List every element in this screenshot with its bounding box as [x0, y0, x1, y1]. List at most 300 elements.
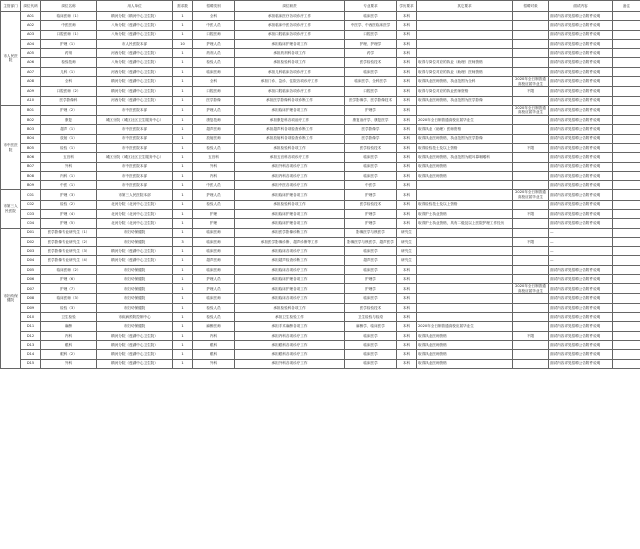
interview-cell: 面试内容详见招聘公告附件说明	[549, 265, 613, 274]
major-cell: 医学影像学	[345, 125, 397, 134]
post-cell: 护理（5）	[41, 219, 97, 228]
code-cell: A09	[21, 87, 41, 96]
post-cell: 临床医师（2）	[41, 265, 97, 274]
num-cell: 1	[173, 313, 193, 322]
major-cell: 影像医学与核医学、超声医学	[345, 237, 397, 246]
num-cell: 1	[173, 294, 193, 303]
other-cell	[417, 30, 513, 39]
remark-cell	[613, 303, 640, 312]
interview-cell: 面试内容详见招聘公告附件说明	[549, 219, 613, 228]
table-row	[1, 116, 640, 125]
other-cell: 取得执业医师资格	[417, 171, 513, 180]
table-row	[1, 313, 640, 322]
duty-cell: 承担临床各项诊疗工作	[235, 247, 345, 256]
table-row	[1, 181, 640, 190]
num-cell: 1	[173, 58, 193, 67]
header-row	[1, 1, 640, 12]
department-cell: 市中医医院	[1, 105, 21, 190]
post-cell: 护理（4）	[41, 209, 97, 218]
post-cell: 检验（1）	[41, 143, 97, 152]
num-cell: 1	[173, 162, 193, 171]
remark-cell	[613, 228, 640, 237]
post-cell: 药剂	[41, 49, 97, 58]
post-cell: 麻醉	[41, 322, 97, 331]
remark-cell	[613, 237, 640, 246]
post-cell: 口腔医师（1）	[41, 30, 97, 39]
post-cell: 内科	[41, 331, 97, 340]
post-cell: 检验技师	[41, 58, 97, 67]
cat-cell: 外科	[193, 359, 235, 368]
post-cell: 口腔医师（2）	[41, 87, 97, 96]
cat-cell: 药剂人员	[193, 49, 235, 58]
other-cell: 取得护士执业资格	[417, 209, 513, 218]
edu-cell: 本科	[397, 96, 417, 105]
cat-cell: 医学影像	[193, 96, 235, 105]
unit-cell: 市妇幼保健院	[97, 284, 173, 294]
unit-cell: 市妇幼保健院	[97, 265, 173, 274]
edu-cell: 本科	[397, 30, 417, 39]
major-cell: 麻醉学、临床医学	[345, 322, 397, 331]
num-cell: 1	[173, 274, 193, 283]
num-cell: 1	[173, 284, 193, 294]
remark-cell	[613, 125, 640, 134]
duty-cell: 承担医学影像诊断、超声诊断等工作	[235, 237, 345, 246]
post-cell: 眼科	[41, 340, 97, 349]
unit-cell: 市中医医院本部	[97, 162, 173, 171]
table-row	[1, 77, 640, 87]
unit-cell: 市疾病预防控制中心	[97, 313, 173, 322]
unit-cell: 市中医医院本部	[97, 105, 173, 115]
duty-cell: 承担外科各项诊疗工作	[235, 162, 345, 171]
target-cell: 不限	[513, 237, 549, 246]
duty-cell: 承担超声科各项检查诊断工作	[235, 125, 345, 134]
table-row	[1, 331, 640, 340]
remark-cell	[613, 359, 640, 368]
cat-cell: 康复技师	[193, 116, 235, 125]
remark-cell	[613, 77, 640, 87]
table-row	[1, 200, 640, 209]
interview-cell: 面试内容详见招聘公告附件说明	[549, 181, 613, 190]
target-cell: 2020年全日制普通高校应届毕业生	[513, 284, 549, 294]
num-cell: 1	[173, 247, 193, 256]
table-row	[1, 359, 640, 368]
remark-cell	[613, 12, 640, 21]
duty-cell: 承担五官科各项诊疗工作	[235, 153, 345, 162]
remark-cell	[613, 247, 640, 256]
post-cell: 超声（1）	[41, 125, 97, 134]
code-cell: B04	[21, 134, 41, 143]
duty-cell: 承担内科各项诊疗工作	[235, 331, 345, 340]
duty-cell: 承担医学影像科各项诊断工作	[235, 96, 345, 105]
table-row	[1, 219, 640, 228]
major-cell: 中医学	[345, 181, 397, 190]
interview-cell: 面试内容详见招聘公告附件说明	[549, 284, 613, 294]
target-cell	[513, 256, 549, 265]
code-cell: A06	[21, 58, 41, 67]
cat-cell: 口腔医师	[193, 87, 235, 96]
duty-cell: 承担临床护理各项工作	[235, 284, 345, 294]
major-cell: 临床医学	[345, 359, 397, 368]
duty-cell: 承担临床护理各项工作	[235, 190, 345, 200]
edu-cell: 本科	[397, 77, 417, 87]
edu-cell: 研究生	[397, 247, 417, 256]
major-cell: 临床医学	[345, 350, 397, 359]
edu-cell: 本科	[397, 162, 417, 171]
num-cell: 1	[173, 171, 193, 180]
edu-cell: 本科	[397, 171, 417, 180]
interview-cell: —	[549, 256, 613, 265]
major-cell: 卫生检验与检疫	[345, 313, 397, 322]
target-cell: 2020年全日制普通高校应届毕业生	[513, 105, 549, 115]
major-cell: 超声医学	[345, 256, 397, 265]
remark-cell	[613, 350, 640, 359]
other-cell	[417, 274, 513, 283]
code-cell: B08	[21, 171, 41, 180]
interview-cell: 面试内容详见招聘公告附件说明	[549, 331, 613, 340]
post-cell: 儿科（1）	[41, 67, 97, 76]
remark-cell	[613, 331, 640, 340]
major-cell: 医学检验技术	[345, 303, 397, 312]
edu-cell: 本科	[397, 21, 417, 30]
edu-cell: 本科	[397, 359, 417, 368]
unit-cell: 市中医医院本部	[97, 181, 173, 190]
cat-cell: 检验人员	[193, 58, 235, 67]
cat-cell: 外科	[193, 162, 235, 171]
unit-cell: 精河分院（莲湖中心卫生院）	[97, 340, 173, 349]
edu-cell: 本科	[397, 87, 417, 96]
code-cell: C01	[21, 190, 41, 200]
interview-cell: 面试内容详见招聘公告附件说明	[549, 77, 613, 87]
edu-cell: 本科	[397, 116, 417, 125]
unit-cell: 精河分院（莲湖中心卫生院）	[97, 350, 173, 359]
edu-cell: 本科	[397, 303, 417, 312]
num-cell: 1	[173, 77, 193, 87]
duty-cell: 承担儿科临床各项诊疗工作	[235, 67, 345, 76]
target-cell	[513, 350, 549, 359]
cat-cell: 麻醉医师	[193, 322, 235, 331]
unit-cell: 北河分院（北河中心卫生院）	[97, 209, 173, 218]
target-cell	[513, 219, 549, 228]
other-cell	[417, 284, 513, 294]
unit-cell: 精河分院（莲湖中心卫生院）	[97, 359, 173, 368]
target-cell: 2020年全日制普通高校应届毕业生	[513, 77, 549, 87]
code-cell: D15	[21, 359, 41, 368]
num-cell: 1	[173, 209, 193, 218]
num-cell: 1	[173, 331, 193, 340]
code-cell: A03	[21, 30, 41, 39]
interview-cell: —	[549, 237, 613, 246]
cat-cell: 口腔医师	[193, 30, 235, 39]
duty-cell: 承担临床护理各项工作	[235, 209, 345, 218]
num-cell: 1	[173, 116, 193, 125]
num-cell: 1	[173, 190, 193, 200]
target-cell	[513, 359, 549, 368]
remark-cell	[613, 181, 640, 190]
other-cell: 取得护士执业资格，具有二级及以上医院护理工作经历	[417, 219, 513, 228]
cat-cell: 放射医师	[193, 134, 235, 143]
major-cell: 医学影像学	[345, 134, 397, 143]
unit-cell: 精河分院（莲湖中心卫生院）	[97, 247, 173, 256]
unit-cell: 精河分院（莲湖中心卫生院）	[97, 87, 173, 96]
target-cell	[513, 116, 549, 125]
code-cell: D05	[21, 265, 41, 274]
table-row	[1, 21, 640, 30]
post-cell: 中医医师	[41, 21, 97, 30]
major-cell: 口腔医学	[345, 87, 397, 96]
num-cell: 1	[173, 322, 193, 331]
cat-cell: 护理	[193, 219, 235, 228]
edu-cell: 本科	[397, 200, 417, 209]
cat-cell: 临床医师	[193, 67, 235, 76]
other-cell: 取得检验技士及以上资格	[417, 200, 513, 209]
edu-cell: 本科	[397, 181, 417, 190]
interview-cell: 面试内容详见招聘公告附件说明	[549, 12, 613, 21]
edu-cell: 本科	[397, 265, 417, 274]
duty-cell: 承担药剂科各项工作	[235, 49, 345, 58]
interview-cell: 面试内容详见招聘公告附件说明	[549, 153, 613, 162]
interview-cell: 面试内容详见招聘公告附件说明	[549, 125, 613, 134]
num-cell: 1	[173, 228, 193, 237]
duty-cell: 承担临床护理各项工作	[235, 39, 345, 48]
unit-cell: 市妇幼保健院	[97, 303, 173, 312]
other-cell: 取得执业（助理）医师资格	[417, 125, 513, 134]
edu-cell: 本科	[397, 350, 417, 359]
num-cell: 1	[173, 303, 193, 312]
num-cell: 1	[173, 134, 193, 143]
remark-cell	[613, 274, 640, 283]
other-cell: 取得执业医师资格	[417, 162, 513, 171]
remark-cell	[613, 209, 640, 218]
cat-cell: 护理人员	[193, 190, 235, 200]
post-cell: 康复	[41, 116, 97, 125]
num-cell: 1	[173, 105, 193, 115]
cat-cell: 内科	[193, 171, 235, 180]
header-cell: 专业要求	[345, 1, 397, 12]
duty-cell: 承担外科各项诊疗工作	[235, 359, 345, 368]
code-cell: A01	[21, 12, 41, 21]
interview-cell: —	[549, 228, 613, 237]
code-cell: B01	[21, 105, 41, 115]
unit-cell: 市中医医院本部	[97, 171, 173, 180]
table-row	[1, 340, 640, 349]
num-cell: 1	[173, 181, 193, 190]
major-cell: 临床医学	[345, 294, 397, 303]
post-cell: 放射（1）	[41, 134, 97, 143]
edu-cell: 本科	[397, 313, 417, 322]
remark-cell	[613, 219, 640, 228]
target-cell: 不限	[513, 143, 549, 152]
code-cell: A10	[21, 96, 41, 105]
target-cell: 2020年全日制普通高校应届毕业生	[513, 190, 549, 200]
table-row	[1, 190, 640, 200]
num-cell: 1	[173, 21, 193, 30]
table-row	[1, 39, 640, 48]
edu-cell: 本科	[397, 125, 417, 134]
interview-cell: 面试内容详见招聘公告附件说明	[549, 171, 613, 180]
target-cell	[513, 49, 549, 58]
edu-cell: 本科	[397, 284, 417, 294]
cat-cell: 检验人员	[193, 200, 235, 209]
post-cell: 护理（7）	[41, 284, 97, 294]
other-cell: 取得与岗位对应的执业（助理）医师资格	[417, 58, 513, 67]
post-cell: 外科	[41, 359, 97, 368]
interview-cell: 面试内容详见招聘公告附件说明	[549, 340, 613, 349]
post-cell: 医学影像专业研究生（4）	[41, 256, 97, 265]
major-cell: 临床医学	[345, 67, 397, 76]
duty-cell: 承担放射科各项检查诊断工作	[235, 134, 345, 143]
code-cell: C04	[21, 219, 41, 228]
post-cell: 医学影像科	[41, 96, 97, 105]
unit-cell: 精河分院（莲湖中心卫生院）	[97, 331, 173, 340]
code-cell: D12	[21, 331, 41, 340]
table-row	[1, 209, 640, 218]
unit-cell: 市人民医院本部	[97, 39, 173, 48]
table-row	[1, 125, 640, 134]
table-row	[1, 49, 640, 58]
other-cell	[417, 237, 513, 246]
cat-cell: 超声医师	[193, 125, 235, 134]
post-cell: 五官科	[41, 153, 97, 162]
num-cell: 10	[173, 39, 193, 48]
major-cell: 临床医学	[345, 247, 397, 256]
interview-cell: 面试内容详见招聘公告附件说明	[549, 190, 613, 200]
other-cell: 取得执业医师资格，执业范围为医学影像	[417, 134, 513, 143]
num-cell: 1	[173, 219, 193, 228]
num-cell: 1	[173, 153, 193, 162]
remark-cell	[613, 153, 640, 162]
duty-cell: 承担眼科各项诊疗工作	[235, 350, 345, 359]
edu-cell: 本科	[397, 39, 417, 48]
duty-cell: 承担康复科各项治疗工作	[235, 116, 345, 125]
cat-cell: 护理人员	[193, 105, 235, 115]
target-cell	[513, 134, 549, 143]
table-row	[1, 294, 640, 303]
code-cell: A04	[21, 39, 41, 48]
other-cell	[417, 12, 513, 21]
cat-cell: 眼科	[193, 350, 235, 359]
post-cell: 外科	[41, 162, 97, 171]
edu-cell: 本科	[397, 209, 417, 218]
remark-cell	[613, 30, 640, 39]
cat-cell: 中医人员	[193, 21, 235, 30]
other-cell	[417, 303, 513, 312]
table-row	[1, 67, 640, 76]
unit-cell: 精河分院（莲湖中心卫生院）	[97, 77, 173, 87]
unit-cell: 城区分院（城区社区卫生服务中心）	[97, 153, 173, 162]
edu-cell: 本科	[397, 331, 417, 340]
remark-cell	[613, 58, 640, 67]
cat-cell: 内科	[193, 331, 235, 340]
post-cell: 护理（2）	[41, 105, 97, 115]
code-cell: D11	[21, 322, 41, 331]
interview-cell: 面试内容详见招聘公告附件说明	[549, 116, 613, 125]
num-cell: 1	[173, 265, 193, 274]
edu-cell: 本科	[397, 294, 417, 303]
post-cell: 中医（1）	[41, 181, 97, 190]
unit-cell: 市妇幼保健院	[97, 274, 173, 283]
table-row	[1, 171, 640, 180]
table-row	[1, 322, 640, 331]
unit-cell: 八角分院（莲湖中心卫生院）	[97, 21, 173, 30]
target-cell	[513, 294, 549, 303]
target-cell	[513, 228, 549, 237]
edu-cell: 研究生	[397, 228, 417, 237]
other-cell	[417, 313, 513, 322]
major-cell: 临床医学、全科医学	[345, 77, 397, 87]
other-cell	[417, 247, 513, 256]
interview-cell: 面试内容详见招聘公告附件说明	[549, 67, 613, 76]
other-cell: 2020年全日制普通高校应届毕业生	[417, 116, 513, 125]
duty-cell: 承担临床护理各项工作	[235, 105, 345, 115]
edu-cell: 本科	[397, 143, 417, 152]
table-row	[1, 30, 640, 39]
post-cell: 检验（2）	[41, 200, 97, 209]
target-cell	[513, 153, 549, 162]
remark-cell	[613, 200, 640, 209]
remark-cell	[613, 171, 640, 180]
interview-cell: 面试内容详见招聘公告附件说明	[549, 134, 613, 143]
interview-cell: 面试内容详见招聘公告附件说明	[549, 209, 613, 218]
edu-cell: 本科	[397, 190, 417, 200]
code-cell: D06	[21, 274, 41, 283]
header-cell: 岗位代码	[21, 1, 41, 12]
target-cell	[513, 67, 549, 76]
other-cell: 取得执业医师资格	[417, 350, 513, 359]
edu-cell: 本科	[397, 219, 417, 228]
interview-cell: 面试内容详见招聘公告附件说明	[549, 274, 613, 283]
major-cell: 影像医学与核医学	[345, 228, 397, 237]
code-cell: C02	[21, 200, 41, 209]
code-cell: B06	[21, 153, 41, 162]
code-cell: B05	[21, 143, 41, 152]
duty-cell: 承担医学影像诊断工作	[235, 228, 345, 237]
interview-cell: —	[549, 247, 613, 256]
interview-cell: 面试内容详见招聘公告附件说明	[549, 49, 613, 58]
major-cell: 临床医学	[345, 331, 397, 340]
code-cell: D01	[21, 228, 41, 237]
interview-cell: 面试内容详见招聘公告附件说明	[549, 30, 613, 39]
table-row	[1, 265, 640, 274]
remark-cell	[613, 265, 640, 274]
edu-cell: 本科	[397, 274, 417, 283]
post-cell: 医学影像专业研究生（1）	[41, 228, 97, 237]
duty-cell: 承担临床各项诊疗工作	[235, 294, 345, 303]
cat-cell: 五官科	[193, 153, 235, 162]
duty-cell: 承担口腔临床各项诊疗工作	[235, 87, 345, 96]
major-cell: 临床医学	[345, 171, 397, 180]
remark-cell	[613, 256, 640, 265]
remark-cell	[613, 162, 640, 171]
table-row	[1, 228, 640, 237]
major-cell: 护理学	[345, 284, 397, 294]
table-row	[1, 284, 640, 294]
num-cell: 1	[173, 256, 193, 265]
edu-cell: 本科	[397, 134, 417, 143]
num-cell: 1	[173, 12, 193, 21]
post-cell: 临床医师（1）	[41, 12, 97, 21]
remark-cell	[613, 105, 640, 115]
interview-cell: 面试内容详见招聘公告附件说明	[549, 303, 613, 312]
unit-cell: 市妇幼保健院	[97, 228, 173, 237]
duty-cell: 承担门诊、急诊、住院各项诊疗工作	[235, 77, 345, 87]
code-cell: D14	[21, 350, 41, 359]
header-cell: 需求数	[173, 1, 193, 12]
interview-cell: 面试内容详见招聘公告附件说明	[549, 350, 613, 359]
other-cell: 2020年全日制普通高校应届毕业生	[417, 322, 513, 331]
code-cell: D07	[21, 284, 41, 294]
target-cell	[513, 96, 549, 105]
other-cell	[417, 105, 513, 115]
